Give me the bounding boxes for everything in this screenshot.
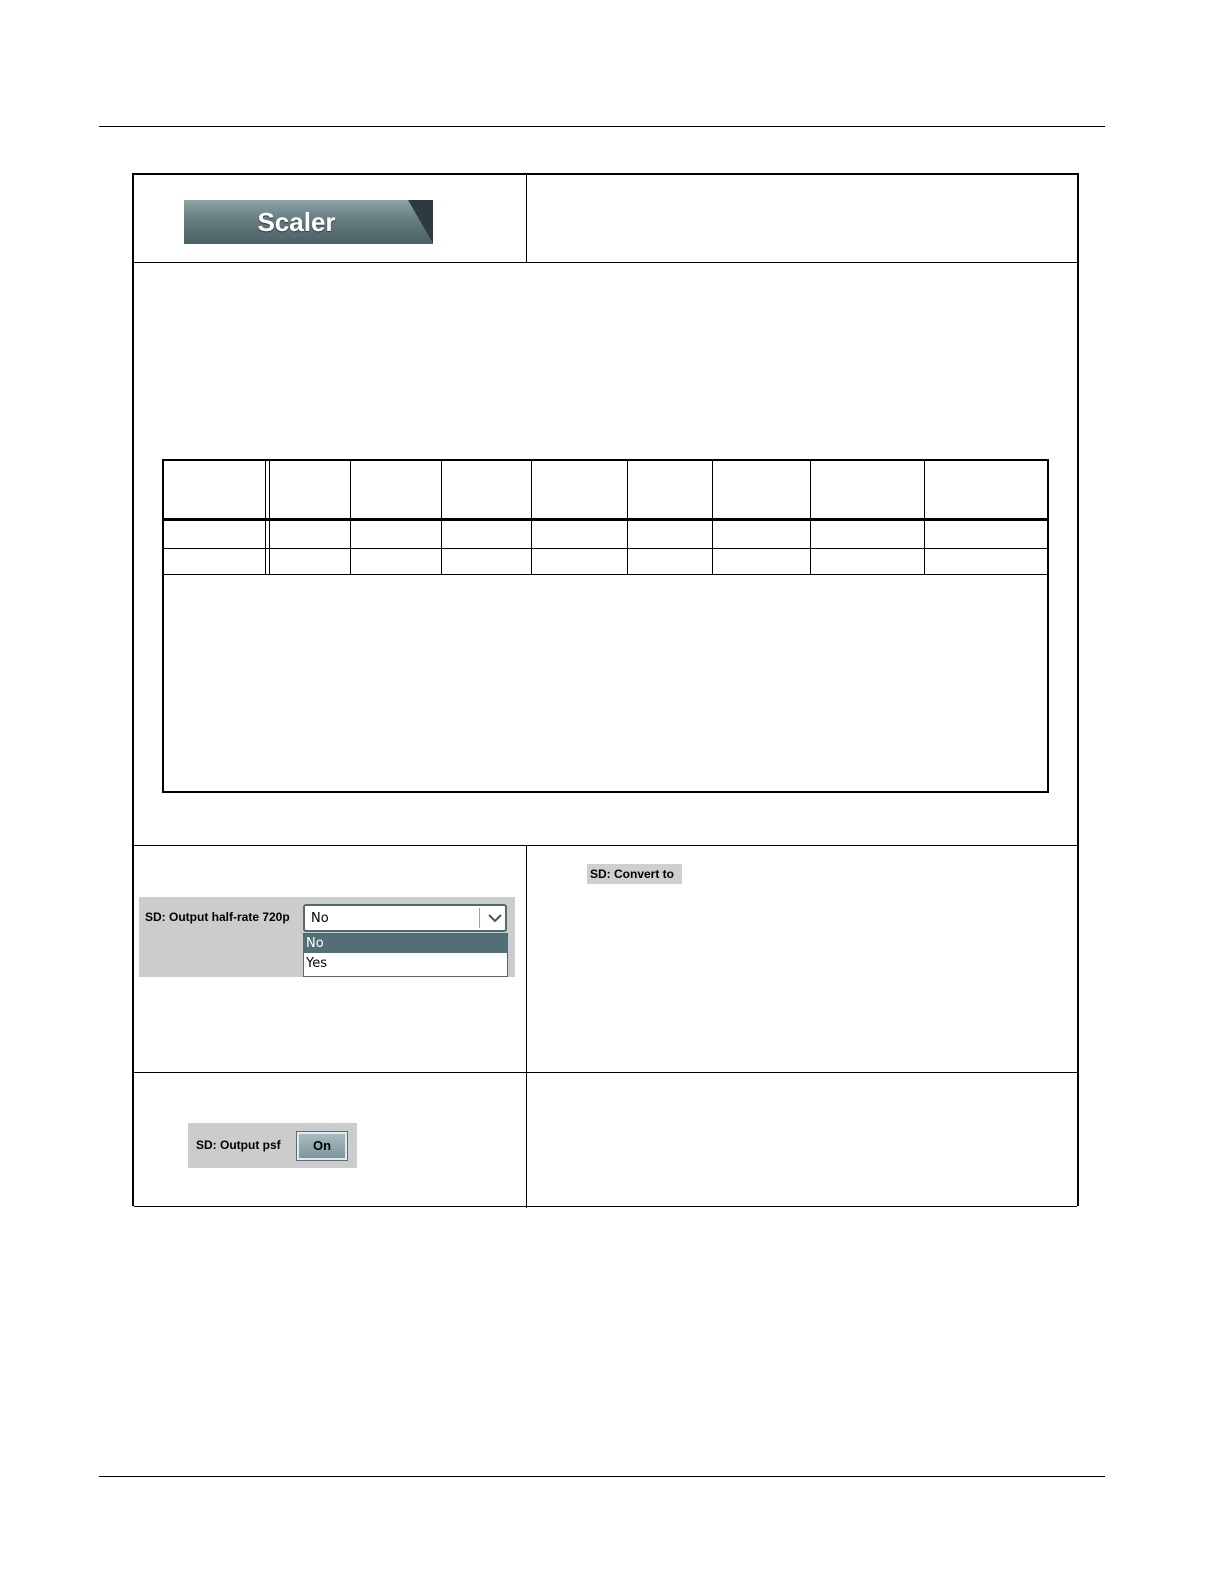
option-no[interactable]: No: [304, 934, 507, 953]
dropdown-options: [303, 933, 508, 977]
chevron-down-icon[interactable]: [486, 909, 504, 927]
table-row-rule: [164, 574, 1047, 575]
row-divider-2: [134, 845, 1077, 846]
sd-output-psf-panel: [188, 1123, 357, 1168]
table-row-rule: [164, 548, 1047, 549]
option-yes[interactable]: Yes: [306, 956, 327, 971]
header-rule: [99, 126, 1105, 127]
row-divider-1: [134, 262, 1077, 263]
lower-divider: [526, 845, 527, 1208]
scaler-tab-label: Scaler: [257, 207, 336, 237]
header-divider: [526, 175, 527, 262]
sd-output-psf-label: SD: Output psf: [196, 1138, 281, 1152]
select-value: No: [311, 911, 329, 926]
sd-output-half-rate-select[interactable]: [303, 904, 507, 932]
row-divider-bottom: [134, 1206, 1077, 1207]
settings-table-frame: [132, 173, 1079, 1206]
table-header-rule: [164, 518, 1047, 521]
footer-rule: [99, 1476, 1105, 1477]
sd-output-psf-toggle[interactable]: On: [297, 1132, 347, 1160]
format-table: [162, 459, 1049, 793]
row-divider-3: [134, 1072, 1077, 1073]
sd-output-half-rate-label: SD: Output half-rate 720p: [145, 910, 290, 924]
select-divider: [479, 908, 480, 928]
sd-convert-to-label: SD: Convert to: [587, 864, 682, 884]
sd-output-half-rate-panel: [139, 897, 515, 977]
